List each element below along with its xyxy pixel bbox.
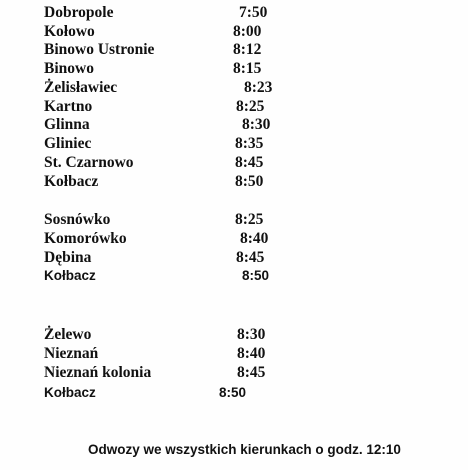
- departure-time: 7:50: [239, 4, 268, 21]
- stop-name: Nieznań kolonia: [44, 364, 152, 381]
- stop-name: Kołbacz: [44, 268, 96, 283]
- stop-name: Kołbacz: [44, 173, 99, 190]
- stop-name: Sosnówko: [44, 211, 111, 228]
- schedule-row: [0, 248, 468, 267]
- departure-time: 8:12: [233, 41, 262, 58]
- departure-time: 8:50: [242, 268, 270, 283]
- schedule-row: [0, 78, 468, 97]
- departure-time: 8:25: [235, 211, 264, 228]
- stop-name: Żelisławiec: [44, 79, 118, 96]
- schedule-row: [0, 59, 468, 78]
- departure-time: 8:45: [235, 154, 264, 171]
- stop-name: St. Czarnowo: [44, 154, 134, 171]
- departure-time: 8:50: [235, 173, 264, 190]
- departure-time: 8:45: [236, 249, 265, 266]
- schedule-row: [0, 229, 468, 248]
- departure-time: 8:50: [219, 385, 247, 400]
- schedule-row: [0, 97, 468, 116]
- schedule-row: [0, 153, 468, 172]
- stop-name: Gliniec: [44, 135, 92, 152]
- departure-time: 8:30: [237, 326, 266, 343]
- departure-time: 8:25: [236, 98, 265, 115]
- stop-name: Dębina: [44, 249, 92, 266]
- departure-time: 8:45: [237, 364, 266, 381]
- return-note: Odwozy we wszystkich kierunkach o godz. 12:10: [88, 442, 401, 457]
- schedule-row: [0, 22, 468, 41]
- stop-name: Kołowo: [44, 23, 95, 40]
- schedule-row: [0, 134, 468, 153]
- schedule-row: [0, 383, 468, 402]
- schedule-row: [0, 266, 468, 285]
- stop-name: Kołbacz: [44, 385, 96, 400]
- departure-time: 8:40: [240, 230, 269, 247]
- schedule-row: [0, 363, 468, 382]
- departure-time: 8:35: [235, 135, 264, 152]
- schedule-row: [0, 3, 468, 22]
- departure-time: 8:15: [233, 60, 262, 77]
- stop-name: Kartno: [44, 98, 93, 115]
- departure-time: 8:30: [242, 116, 271, 133]
- schedule-row: [0, 210, 468, 229]
- stop-name: Żelewo: [44, 326, 92, 343]
- schedule-row: [0, 40, 468, 59]
- stop-name: Glinna: [44, 116, 90, 133]
- schedule-row: [0, 115, 468, 134]
- stop-name: Binowo: [44, 60, 94, 77]
- stop-name: Binowo Ustronie: [44, 41, 155, 58]
- stop-name: Nieznań: [44, 345, 99, 362]
- stop-name: Komorówko: [44, 230, 127, 247]
- departure-time: 8:00: [233, 23, 262, 40]
- departure-time: 8:23: [244, 79, 273, 96]
- schedule-row: [0, 344, 468, 363]
- departure-time: 8:40: [237, 345, 266, 362]
- schedule-row: [0, 172, 468, 191]
- schedule-row: [0, 325, 468, 344]
- stop-name: Dobropole: [44, 4, 114, 21]
